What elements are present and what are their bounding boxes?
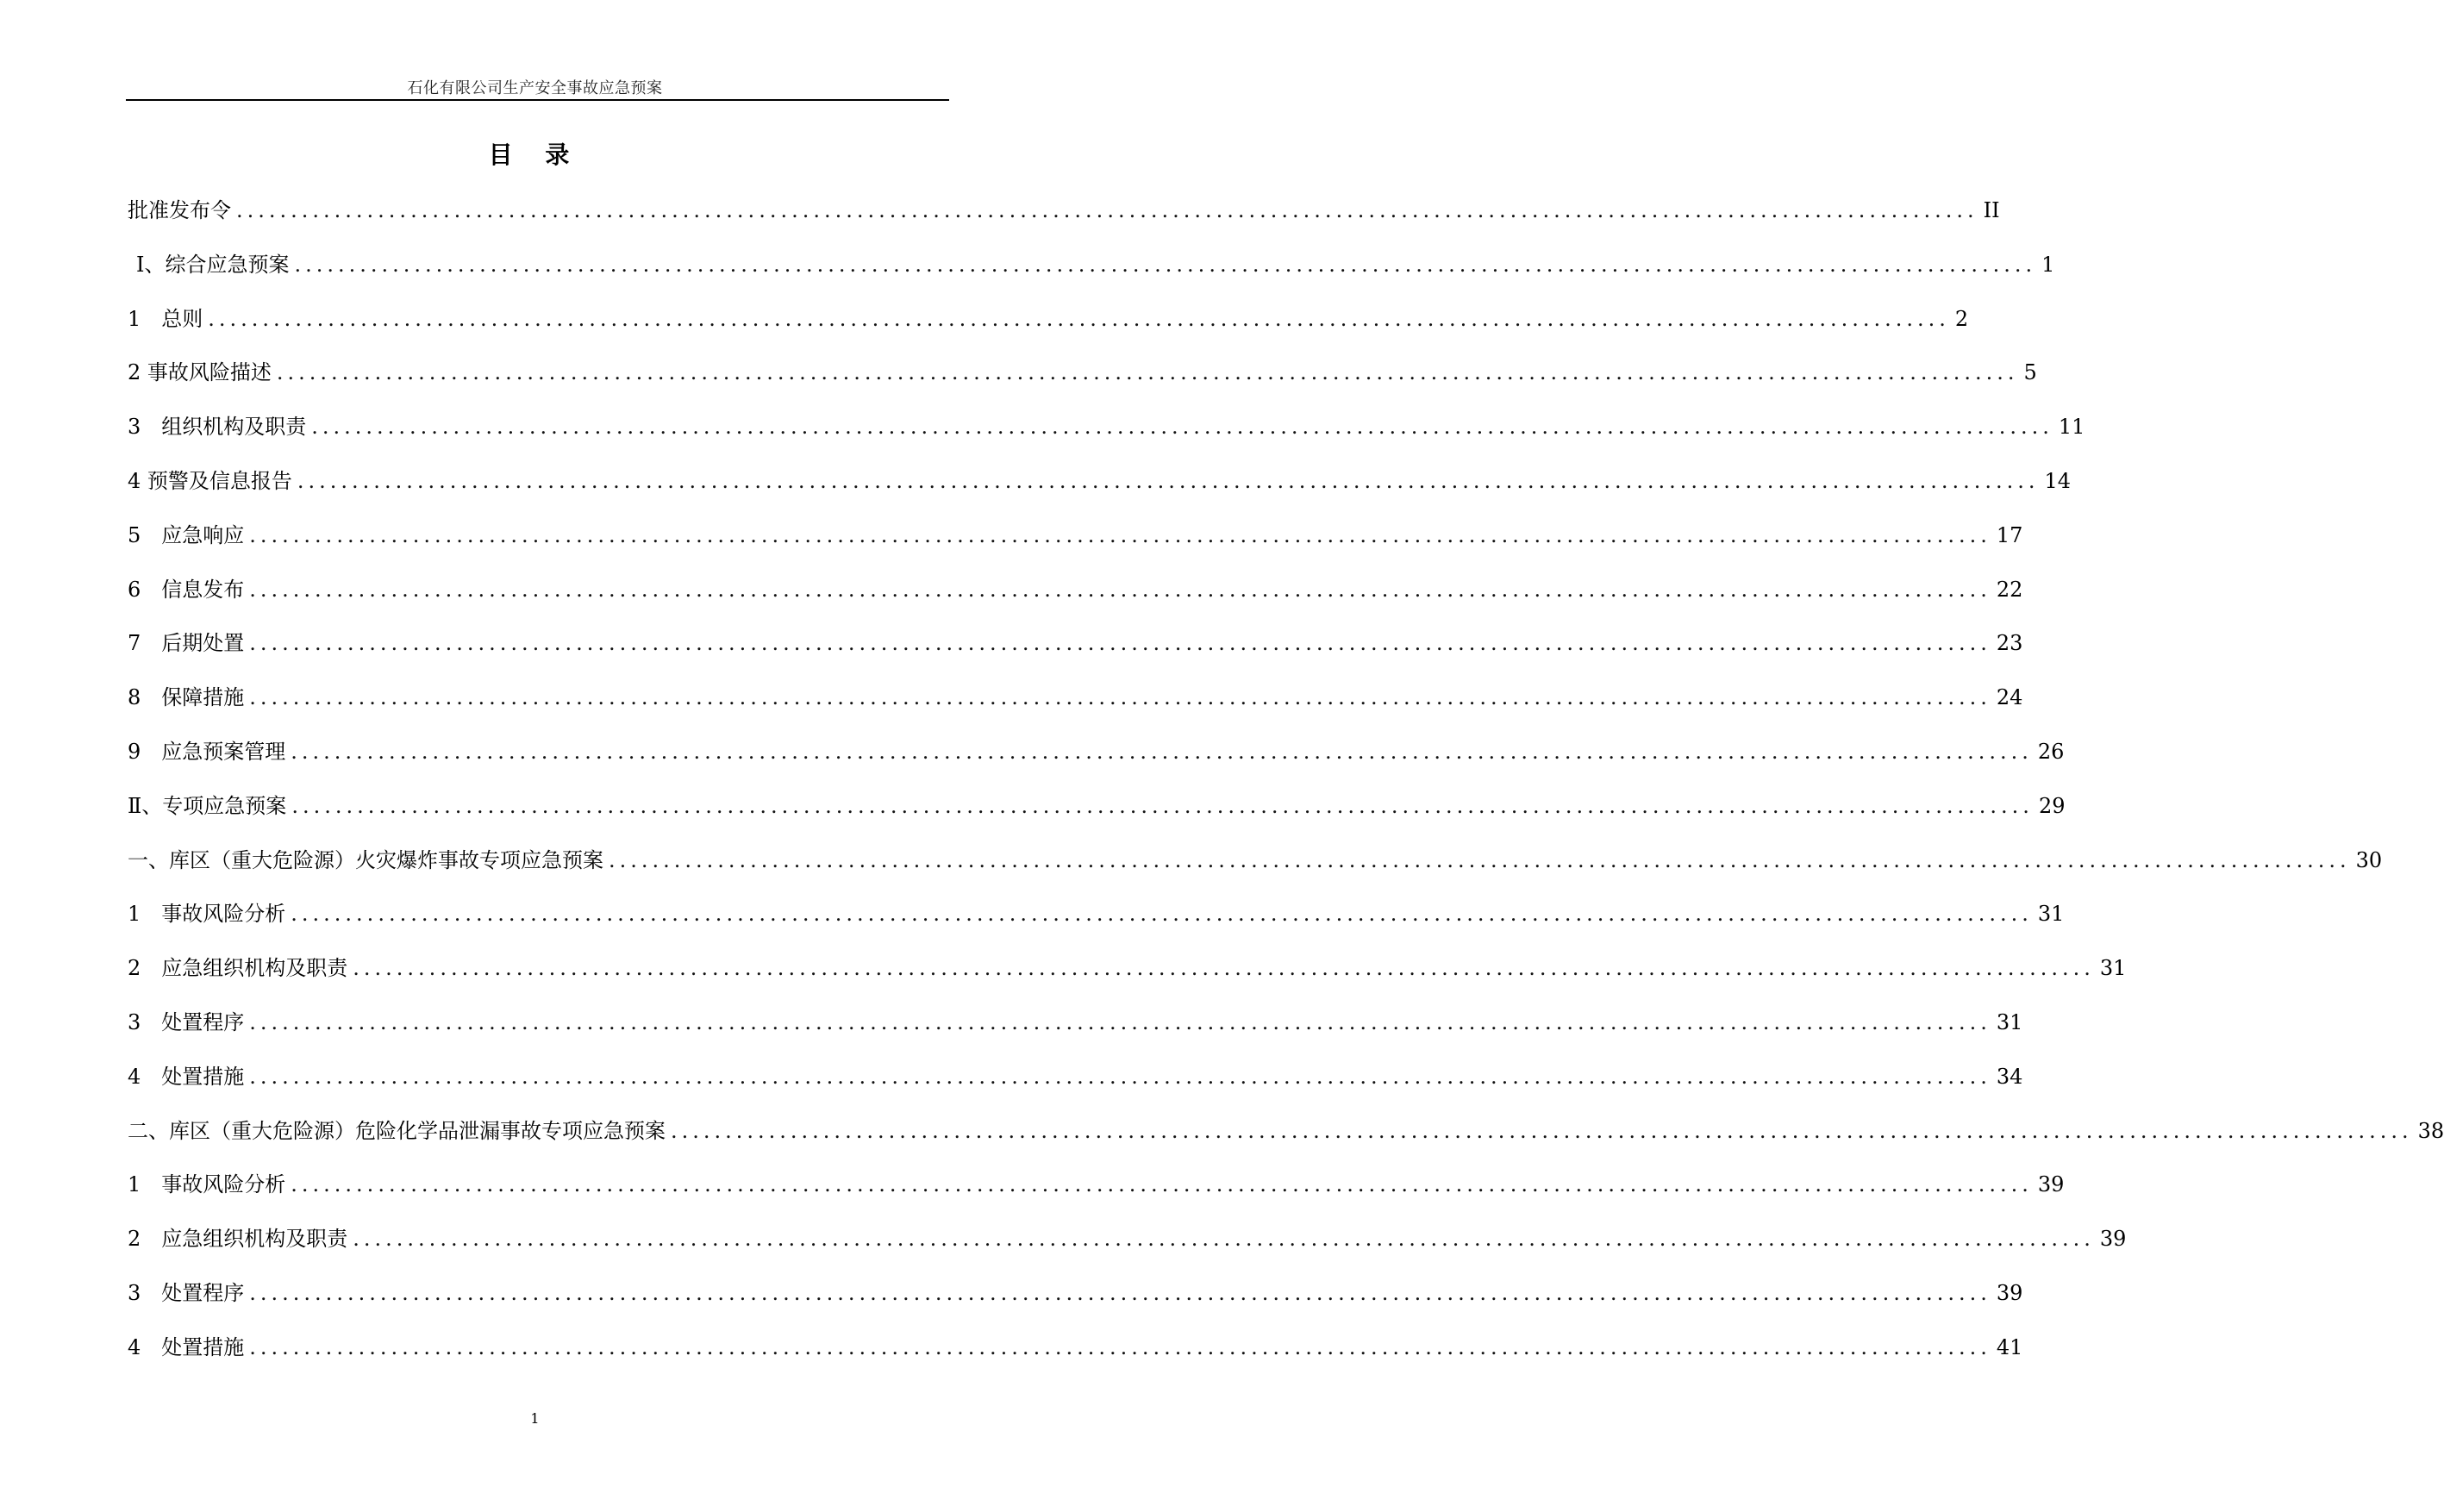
toc-leader-dots: ................................................................................................................................................................ — [208, 306, 1950, 331]
toc-entry-label: Ⅰ、综合应急预案 — [136, 252, 290, 277]
toc-leader-dots: ................................................................................................................................................................ — [291, 793, 2034, 818]
toc-leader-dots: ................................................................................................................................................................ — [353, 956, 2095, 981]
toc-entry-page: 5 — [2023, 360, 2037, 385]
toc-entry-label: 7 后期处置 — [128, 631, 245, 656]
toc-entry[interactable] — [128, 1321, 2023, 1375]
toc-leader-dots: ................................................................................................................................................................ — [249, 522, 1991, 547]
toc-entry-label: 2 应急组织机构及职责 — [128, 1227, 348, 1252]
toc-entry[interactable] — [128, 996, 2023, 1050]
running-header: 石化有限公司生产安全事故应急预案 — [407, 79, 663, 97]
toc-entry-label: 1 总则 — [128, 306, 203, 331]
toc-entry[interactable] — [128, 292, 1969, 347]
toc-entry[interactable] — [128, 509, 2023, 563]
toc-leader-dots: ................................................................................................................................................................ — [291, 1172, 2033, 1197]
toc-entry-label: 8 保障措施 — [128, 685, 245, 710]
toc-entry-page: 26 — [2037, 739, 2065, 764]
toc-entry[interactable] — [128, 1104, 2444, 1159]
toc-entry-label: 2 应急组织机构及职责 — [128, 956, 348, 981]
toc-entry-page: 23 — [1996, 631, 2023, 656]
toc-entry-page: 29 — [2038, 793, 2066, 818]
toc-entry[interactable] — [128, 346, 2037, 400]
toc-leader-dots: ................................................................................................................................................................ — [311, 415, 2053, 440]
toc-entry[interactable] — [128, 184, 2000, 238]
toc-entry-label: 批准发布令 — [128, 198, 231, 222]
toc-entry-page: 39 — [1996, 1280, 2023, 1305]
toc-entry[interactable] — [128, 616, 2023, 671]
toc-entry-page: 34 — [1996, 1064, 2023, 1089]
toc-entry-page: 17 — [1996, 522, 2023, 547]
toc-leader-dots: ................................................................................................................................................................ — [249, 1280, 1991, 1305]
toc-leader-dots: ................................................................................................................................................................ — [249, 1064, 1991, 1089]
toc-entry-page: 39 — [2099, 1227, 2127, 1252]
toc-leader-dots: ................................................................................................................................................................ — [291, 902, 2033, 927]
toc-leader-dots: ................................................................................................................................................................ — [249, 631, 1991, 656]
toc-entry[interactable] — [128, 454, 2072, 509]
toc-entry[interactable] — [128, 941, 2127, 996]
toc-entry-page: 39 — [2037, 1172, 2065, 1197]
toc-entry-label: 4 预警及信息报告 — [128, 468, 292, 493]
toc-entry[interactable] — [128, 400, 2085, 454]
toc-entry-label: 3 处置程序 — [128, 1009, 245, 1034]
toc-entry-label: 二、库区（重大危险源）危险化学品泄漏事故专项应急预案 — [128, 1118, 666, 1143]
toc-title: 目 录 — [488, 141, 582, 169]
toc-entry[interactable] — [128, 563, 2023, 617]
toc-entry-page: 30 — [2355, 847, 2383, 872]
toc-entry-page: 11 — [2058, 415, 2085, 440]
toc-entry[interactable] — [128, 1158, 2065, 1212]
toc-leader-dots: ................................................................................................................................................................ — [291, 739, 2033, 764]
toc-entry-label: Ⅱ、专项应急预案 — [128, 793, 287, 818]
toc-entry-page: 41 — [1996, 1334, 2023, 1359]
toc-entry-page: 38 — [2417, 1118, 2444, 1143]
toc-entry-page: 31 — [1996, 1009, 2023, 1034]
toc-entry-page: II — [1983, 198, 2000, 222]
toc-entry[interactable] — [128, 1212, 2127, 1266]
toc-leader-dots: ................................................................................................................................................................ — [249, 1009, 1991, 1034]
toc-entry-page: 14 — [2044, 468, 2072, 493]
toc-entry[interactable] — [128, 834, 2383, 888]
table-of-contents — [128, 184, 2444, 1375]
toc-entry-label: 3 组织机构及职责 — [128, 415, 307, 440]
toc-entry-page: 22 — [1996, 577, 2023, 602]
toc-entry[interactable] — [128, 1266, 2023, 1321]
toc-entry-label: 6 信息发布 — [128, 577, 245, 602]
toc-entry-page: 2 — [1954, 306, 1969, 331]
toc-entry-page: 1 — [2041, 252, 2055, 277]
toc-entry-page: 24 — [1996, 685, 2023, 710]
toc-entry-page: 31 — [2099, 956, 2127, 981]
toc-leader-dots: ................................................................................................................................................................ — [353, 1227, 2095, 1252]
header-divider — [126, 99, 949, 101]
toc-leader-dots: ................................................................................................................................................................ — [671, 1118, 2413, 1143]
page-number: 1 — [530, 1410, 540, 1427]
toc-leader-dots: ................................................................................................................................................................ — [249, 577, 1991, 602]
toc-entry-label: 9 应急预案管理 — [128, 739, 286, 764]
toc-leader-dots: ................................................................................................................................................................ — [276, 360, 2019, 385]
toc-entry-label: 5 应急响应 — [128, 522, 245, 547]
toc-entry[interactable] — [128, 238, 2055, 292]
toc-entry[interactable] — [128, 725, 2065, 779]
toc-leader-dots: ................................................................................................................................................................ — [609, 847, 2351, 872]
toc-entry[interactable] — [128, 887, 2065, 941]
toc-leader-dots: ................................................................................................................................................................ — [297, 468, 2040, 493]
toc-leader-dots: ................................................................................................................................................................ — [249, 685, 1991, 710]
toc-entry-label: 一、库区（重大危险源）火灾爆炸事故专项应急预案 — [128, 847, 603, 872]
toc-leader-dots: ................................................................................................................................................................ — [294, 252, 2037, 277]
toc-entry-label: 1 事故风险分析 — [128, 902, 286, 927]
toc-entry[interactable] — [128, 1050, 2023, 1104]
toc-entry-label: 1 事故风险分析 — [128, 1172, 286, 1197]
toc-leader-dots: ................................................................................................................................................................ — [249, 1334, 1991, 1359]
toc-entry[interactable] — [128, 671, 2023, 725]
toc-entry-label: 3 处置程序 — [128, 1280, 245, 1305]
toc-entry[interactable] — [128, 779, 2066, 834]
toc-entry-page: 31 — [2037, 902, 2065, 927]
toc-entry-label: 4 处置措施 — [128, 1334, 245, 1359]
toc-entry-label: 2 事故风险描述 — [128, 360, 272, 385]
toc-entry-label: 4 处置措施 — [128, 1064, 245, 1089]
toc-leader-dots: ................................................................................................................................................................ — [236, 198, 1978, 222]
